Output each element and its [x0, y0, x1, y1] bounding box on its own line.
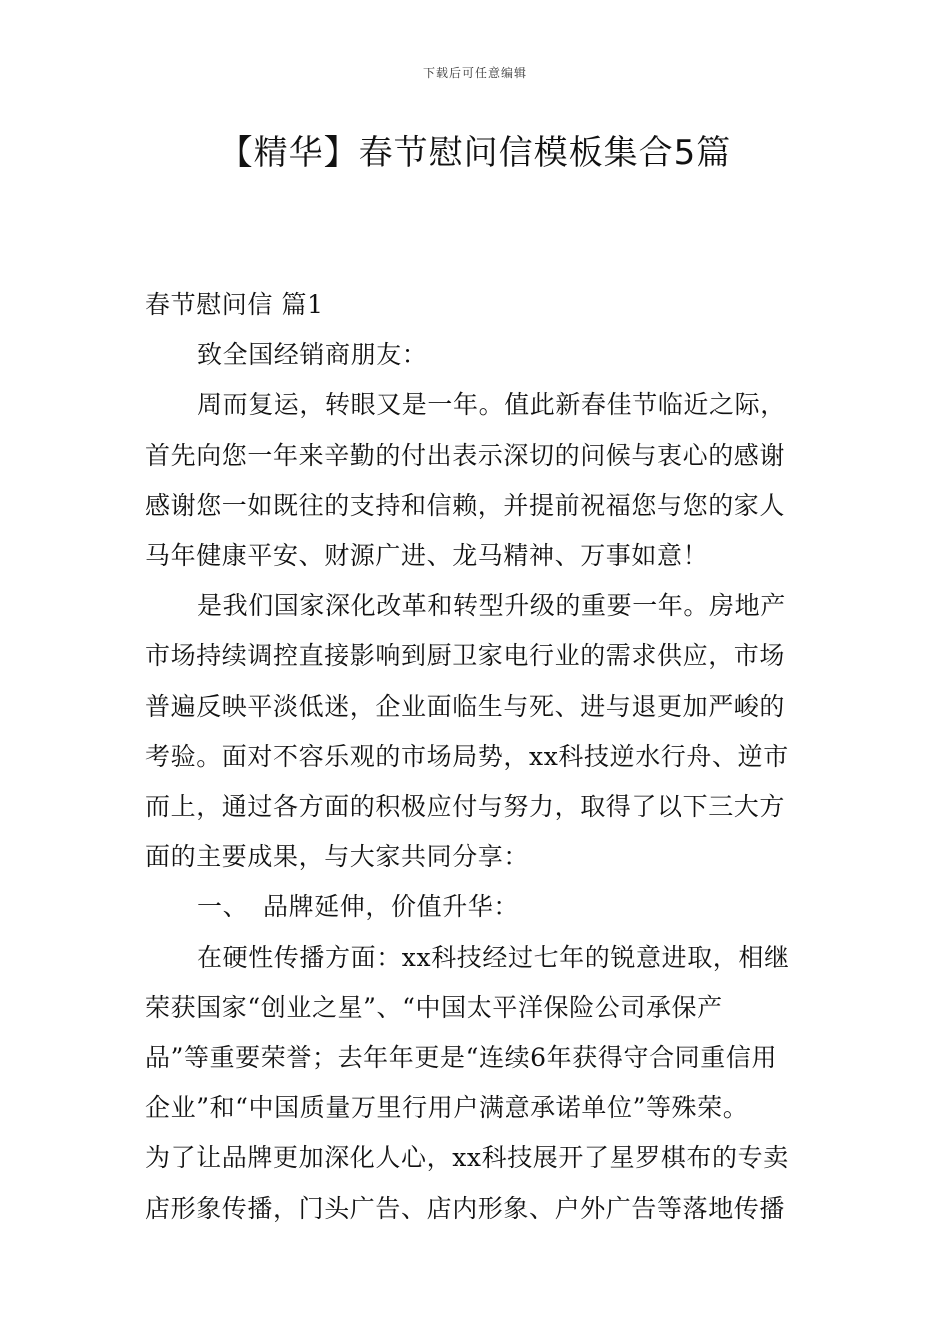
- paragraph-line: 是我们国家深化改革和转型升级的重要一年。房地产: [197, 591, 786, 621]
- header-note: 下载后可任意编辑: [422, 66, 527, 80]
- paragraph-line: 面的主要成果，与大家共同分享：: [145, 842, 530, 872]
- document-body: [145, 280, 815, 1234]
- document-title: 【精华】春节慰问信模板集合5篇: [218, 133, 732, 173]
- salutation: 致全国经销商朋友：: [197, 340, 428, 370]
- paragraph-line: 周而复运，转眼又是一年。值此新春佳节临近之际，: [197, 390, 786, 420]
- list-heading-number: 一、: [197, 892, 249, 922]
- paragraph-line: 荣获国家“创业之星”、“中国太平洋保险公司承保产: [145, 992, 723, 1022]
- paragraph-line: 考验。面对不容乐观的市场局势，xx科技逆水行舟、逆市: [145, 741, 789, 771]
- paragraph-line: 品”等重要荣誉；去年年更是“连续6年获得守合同重信用: [145, 1043, 778, 1073]
- paragraph-line: 店形象传播，门头广告、店内形象、户外广告等落地传播: [145, 1193, 786, 1223]
- paragraph-line: 马年健康平安、财源广进、龙马精神、万事如意！: [145, 541, 709, 571]
- paragraph-line: 为了让品牌更加深化人心，xx科技展开了星罗棋布的专卖: [145, 1143, 789, 1173]
- paragraph-line: 感谢您一如既往的支持和信赖，并提前祝福您与您的家人: [145, 490, 786, 520]
- paragraph-line: 企业”和“中国质量万里行用户满意承诺单位”等殊荣。: [145, 1093, 749, 1123]
- list-heading-text: 品牌延伸，价值升华：: [263, 892, 520, 922]
- paragraph-line: 首先向您一年来辛勤的付出表示深切的问候与衷心的感谢: [145, 440, 786, 470]
- paragraph-line: 而上，通过各方面的积极应付与努力，取得了以下三大方: [145, 792, 786, 822]
- paragraph-line: 在硬性传播方面：xx科技经过七年的锐意进取，相继: [197, 942, 790, 972]
- section-heading: 春节慰问信 篇1: [145, 290, 324, 319]
- paragraph-line: 普遍反映平淡低迷，企业面临生与死、进与退更加严峻的: [145, 691, 786, 721]
- paragraph-line: 市场持续调控直接影响到厨卫家电行业的需求供应，市场: [145, 641, 786, 671]
- list-heading-item: [145, 882, 815, 932]
